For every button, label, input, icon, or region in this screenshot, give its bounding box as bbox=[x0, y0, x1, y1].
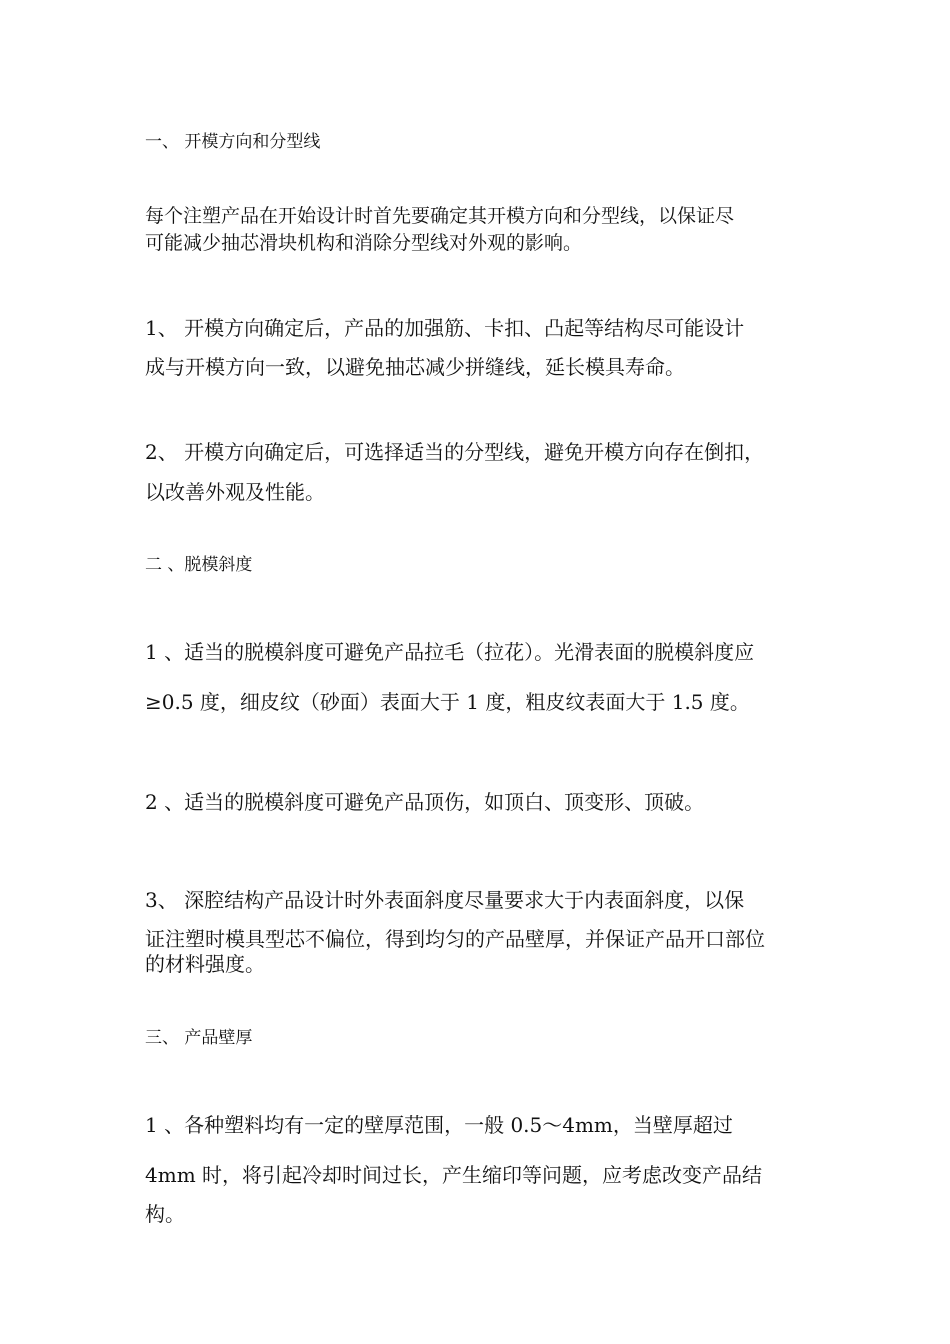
list-item-line: 2、 开模方向确定后，可选择适当的分型线，避免开模方向存在倒扣， bbox=[145, 440, 765, 464]
section-heading-1: 一、 开模方向和分型线 bbox=[145, 132, 321, 152]
list-item-line: 1 、适当的脱模斜度可避免产品拉毛（拉花）。光滑表面的脱模斜度应 bbox=[145, 640, 755, 664]
paragraph-line: 可能减少抽芯滑块机构和消除分型线对外观的影响。 bbox=[145, 232, 583, 254]
list-item-line: 成与开模方向一致，以避免抽芯减少拼缝线，延长模具寿命。 bbox=[145, 355, 685, 379]
list-item-line: 4mm 时，将引起冷却时间过长，产生缩印等问题，应考虑改变产品结 bbox=[145, 1163, 763, 1187]
list-item-line: 以改善外观及性能。 bbox=[145, 480, 325, 504]
list-item-line: 证注塑时模具型芯不偏位，得到均匀的产品壁厚，并保证产品开口部位 bbox=[145, 927, 765, 951]
paragraph-line: 每个注塑产品在开始设计时首先要确定其开模方向和分型线，以保证尽 bbox=[145, 205, 735, 227]
section-heading-3: 三、 产品壁厚 bbox=[145, 1028, 253, 1048]
section-heading-2: 二 、脱模斜度 bbox=[145, 555, 253, 575]
list-item-line: ≥0.5 度，细皮纹（砂面）表面大于 1 度，粗皮纹表面大于 1.5 度。 bbox=[145, 690, 750, 714]
list-item-line: 2 、适当的脱模斜度可避免产品顶伤，如顶白、顶变形、顶破。 bbox=[145, 790, 705, 814]
list-item-line: 的材料强度。 bbox=[145, 952, 265, 976]
list-item-line: 构。 bbox=[145, 1202, 185, 1226]
list-item-line: 1 、各种塑料均有一定的壁厚范围，一般 0.5～4mm，当壁厚超过 bbox=[145, 1113, 733, 1137]
list-item-line: 3、 深腔结构产品设计时外表面斜度尽量要求大于内表面斜度，以保 bbox=[145, 888, 745, 912]
list-item-line: 1、 开模方向确定后，产品的加强筋、卡扣、凸起等结构尽可能设计 bbox=[145, 316, 745, 340]
